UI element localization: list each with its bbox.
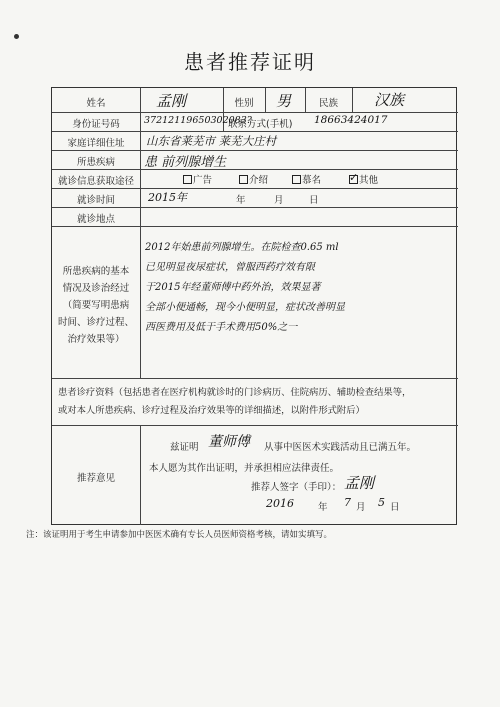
history-line: 西医费用及低于手术费用50%之一 <box>145 322 298 333</box>
recommender-name: 董师傅 <box>208 434 250 450</box>
name-label: 姓名 <box>86 98 106 109</box>
check-mark-icon: ✓ <box>349 171 359 184</box>
visit-place-label: 就诊地点 <box>76 214 115 225</box>
visit-time-label: 就诊时间 <box>76 195 115 206</box>
visit-day-unit: 日 <box>309 195 319 206</box>
contact-label: 联系方式(手机) <box>228 119 293 130</box>
disease-label: 所患疾病 <box>76 157 115 168</box>
sign-year-unit: 年 <box>318 502 328 513</box>
visit-month-unit: 月 <box>274 195 284 206</box>
history-line: 已见明显夜尿症状，曾服西药疗效有限 <box>145 262 315 273</box>
id-number-value: 37212119650302083? <box>144 115 252 126</box>
footnote: 注：该证明用于考生申请参加中医医术确有专长人员医师资格考核，请如实填写。 <box>26 530 333 540</box>
address-label: 家庭详细住址 <box>67 138 125 149</box>
gender-label: 性别 <box>234 98 254 109</box>
sign-day-unit: 日 <box>390 502 400 513</box>
visit-year-value: 2015年 <box>148 191 187 204</box>
cert-prefix: 兹证明 <box>170 442 199 453</box>
visit-year-unit: 年 <box>236 195 246 206</box>
checkbox[interactable] <box>183 175 192 184</box>
ethnicity-value: 汉族 <box>374 91 405 109</box>
cert-suffix: 从事中医医术实践活动且已满五年。 <box>264 442 417 453</box>
id-number-label: 身份证号码 <box>72 119 120 130</box>
phone-value: 18663424017 <box>314 114 388 126</box>
checkbox[interactable] <box>239 175 248 184</box>
history-text <box>145 238 455 338</box>
source-option-other[interactable]: ✓ 其他 <box>349 171 379 186</box>
history-line: 全部小便通畅，现今小便明显，症状改善明显 <box>145 302 345 313</box>
checkbox-checked[interactable] <box>349 171 359 184</box>
materials-text: 患者诊疗资料（包括患者在医疗机构就诊时的门诊病历、住院病历、辅助检查结果等， 或对本人所患疾病、诊疗过程及治疗效果等的详细描述，以附件形式附后） <box>58 387 412 416</box>
disease-value: 患 前列腺增生 <box>144 155 227 170</box>
history-line: 于2015年经董师傅中药外治，效果显著 <box>145 282 321 293</box>
sign-date-year: 2016 <box>266 497 294 510</box>
page-title: 患者推荐证明 <box>184 50 316 74</box>
info-source-label: 就诊信息获取途径 <box>57 176 134 187</box>
recommendation-form <box>51 87 457 525</box>
address-value: 山东省莱芜市 莱芜大庄村 <box>146 134 277 148</box>
source-option-referral[interactable]: 介绍 <box>239 172 268 186</box>
recommendation-label: 推荐意见 <box>76 473 115 484</box>
sign-date-month: 7 <box>344 496 351 509</box>
gender-value: 男 <box>276 92 292 110</box>
history-line: 2012年始患前列腺增生。在院检查0.65 ml <box>145 242 339 253</box>
recommender-signature: 孟刚 <box>344 474 375 492</box>
source-option-ad[interactable]: 广告 <box>183 172 212 186</box>
name-value: 孟刚 <box>156 92 187 110</box>
checkbox[interactable] <box>292 175 301 184</box>
statement: 本人愿为其作出证明，并承担相应法律责任。 <box>149 463 340 474</box>
punch-hole-mark <box>14 34 19 39</box>
ethnicity-label: 民族 <box>318 98 338 109</box>
source-option-reputation[interactable]: 慕名 <box>292 172 321 186</box>
history-label: 所患疾病的基本 情况及诊治经过 （简要写明患病 时间、诊疗过程、 治疗效果等） <box>57 266 134 345</box>
sign-label: 推荐人签字（手印）： <box>251 482 342 493</box>
sign-date-day: 5 <box>378 496 385 509</box>
sign-month-unit: 月 <box>356 502 366 513</box>
